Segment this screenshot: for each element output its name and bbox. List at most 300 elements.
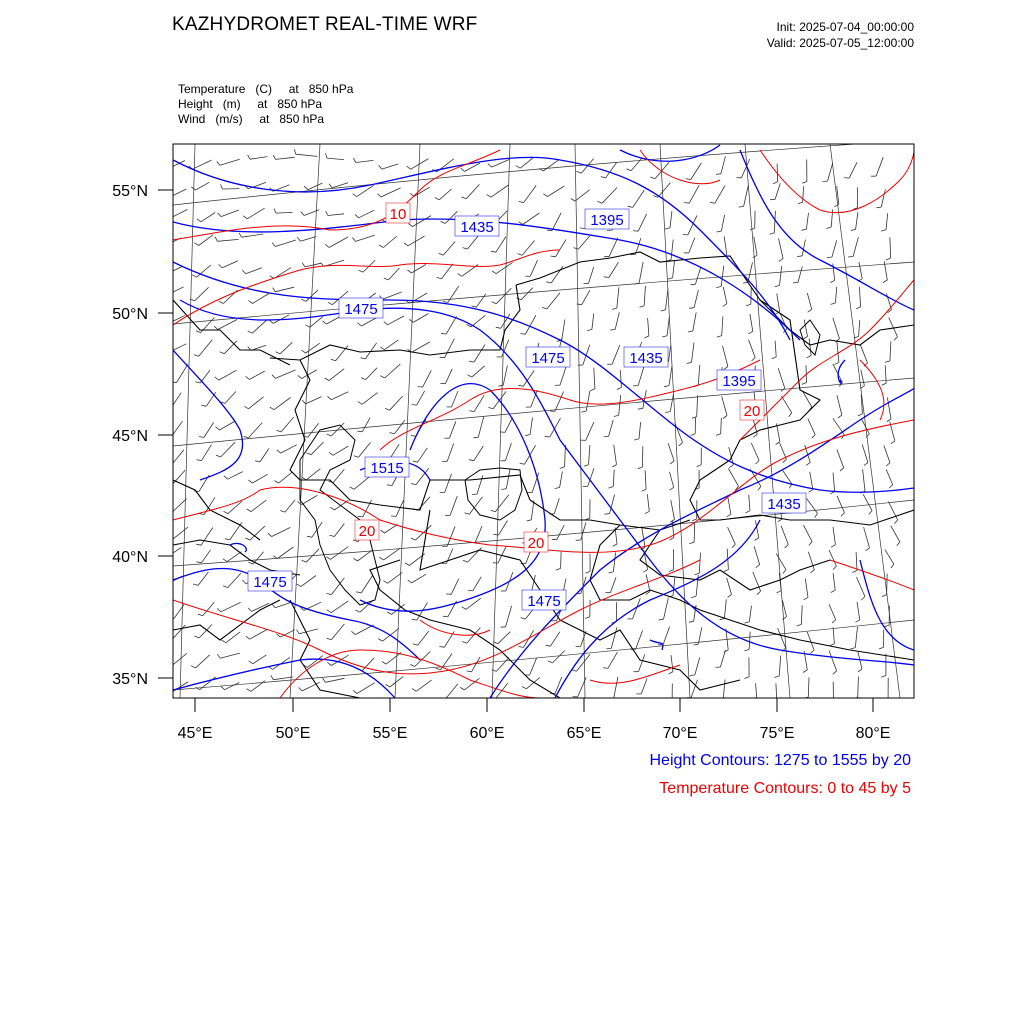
wind-barb-flag (325, 378, 329, 381)
wind-barb-flag (491, 510, 496, 512)
wind-barb-flag (775, 285, 780, 286)
wind-barb-flag (271, 675, 273, 679)
wind-barb-flag (897, 542, 900, 546)
wind-barb-flag (689, 542, 694, 544)
wind-barb-flag (752, 358, 756, 361)
wind-barb-flag (409, 224, 413, 227)
wind-barb-flag (166, 165, 170, 168)
wind-barb-flag (729, 465, 733, 468)
wind-barb-flag (440, 357, 445, 358)
wind-barb-flag (435, 198, 439, 200)
wind-barb-flag (614, 415, 619, 416)
wind-barb-flag (571, 199, 575, 202)
wind-barb-flag (856, 307, 861, 309)
wind-barb-flag (501, 489, 506, 490)
wind-barb (334, 524, 344, 537)
wind-barb-flag (437, 277, 442, 278)
wind-barb (611, 627, 617, 648)
wind-barb-flag (720, 619, 725, 620)
wind-barb (356, 235, 375, 241)
wind-barb (829, 550, 836, 566)
wind-barb (473, 577, 481, 591)
height-label: 1435 (629, 350, 663, 367)
wind-barb-flag (667, 704, 672, 706)
wind-barb-flag (411, 538, 416, 540)
wind-barb-flag (745, 622, 750, 623)
wind-barb (781, 526, 788, 545)
wind-barb (728, 498, 731, 514)
wind-barb-flag (758, 486, 761, 490)
wind-barb-flag (756, 565, 760, 568)
wind-barb-flag (772, 357, 777, 359)
wind-barb (451, 579, 459, 595)
wind-barb (561, 552, 562, 569)
wind-barb (778, 368, 785, 388)
wind-barb (224, 341, 237, 354)
wind-barb (645, 470, 646, 489)
wind-barb (276, 157, 295, 159)
wind-barb (530, 260, 537, 276)
wind-barb (556, 239, 567, 256)
wind-barb-flag (272, 604, 275, 608)
wind-barb (220, 653, 240, 658)
wind-barb (581, 631, 587, 646)
wind-barb-flag (577, 171, 582, 173)
wind-barb (219, 421, 235, 430)
wind-barb-flag (168, 663, 172, 665)
wind-barb-flag (606, 648, 611, 649)
wind-barb (505, 443, 511, 461)
wind-barb (221, 602, 241, 611)
wind-barb (273, 677, 293, 680)
wind-barb (582, 290, 590, 304)
wind-barb-flag (199, 437, 204, 438)
wind-barb (252, 319, 267, 333)
wind-barb-flag (198, 614, 203, 616)
wind-barb (639, 654, 645, 671)
wind-barb-flag (574, 248, 579, 250)
wind-barb (750, 314, 753, 331)
wind-barb (608, 652, 618, 668)
wind-barb (589, 267, 594, 283)
wind-barb (671, 655, 673, 672)
wind-barb (643, 390, 647, 408)
wind-barb-flag (467, 375, 471, 377)
wind-barb (448, 286, 459, 303)
wind-barb-flag (327, 593, 332, 594)
wind-barb-flag (866, 548, 870, 551)
wind-barb-flag (327, 662, 331, 665)
wind-barb-flag (441, 221, 446, 223)
wind-barb-flag (773, 182, 778, 184)
wind-barb-flag (826, 227, 831, 229)
wind-barb-flag (219, 264, 223, 268)
wind-barb (253, 294, 269, 304)
wind-barb (547, 186, 564, 197)
wind-barb (565, 445, 566, 467)
wind-barb (499, 521, 508, 536)
wind-barb (412, 574, 427, 583)
wind-barb (807, 632, 814, 650)
wind-barb-flag (326, 211, 328, 215)
wind-barb (495, 683, 508, 699)
wind-barb-flag (305, 325, 309, 328)
wind-barb-flag (385, 408, 390, 410)
wind-barb-flag (242, 270, 245, 274)
wind-barb (217, 239, 238, 241)
wind-barb-flag (413, 461, 418, 462)
wind-barb-flag (224, 476, 228, 479)
wind-barb (806, 213, 808, 229)
wind-barb (863, 469, 865, 491)
wind-barb (177, 364, 188, 383)
wind-barb-flag (808, 309, 812, 312)
wind-barb-flag (302, 560, 307, 562)
wind-barb-flag (197, 460, 202, 461)
wind-barb-flag (803, 670, 807, 673)
wind-barb (693, 312, 696, 331)
wind-barb-flag (724, 650, 728, 652)
wind-barb-flag (628, 206, 633, 207)
wind-barb-flag (881, 676, 886, 678)
wind-barb-flag (221, 184, 223, 189)
wind-barb (886, 213, 888, 230)
wind-barb-flag (328, 396, 332, 399)
wind-barb (774, 211, 775, 233)
wind-barb-flag (353, 194, 357, 197)
wind-barb (248, 423, 262, 438)
wind-barb (531, 500, 534, 519)
wind-barb-flag (469, 411, 474, 412)
wind-barb-flag (418, 387, 423, 388)
wind-barb (474, 395, 484, 411)
wind-barb-flag (387, 612, 391, 615)
wind-barb (602, 188, 617, 204)
wind-barb-flag (717, 231, 722, 232)
wind-barb-flag (545, 436, 550, 437)
wind-barb-flag (757, 591, 761, 595)
wind-barb (225, 392, 236, 404)
wind-barb (669, 345, 671, 361)
wind-barb (329, 237, 348, 248)
wind-barb-flag (804, 597, 808, 600)
wind-barb-flag (298, 375, 302, 378)
wind-barb-flag (522, 687, 526, 689)
wind-barb (279, 472, 292, 483)
wind-barb-flag (546, 282, 551, 283)
wind-barb-flag (408, 580, 412, 583)
wind-barb (724, 599, 726, 618)
wind-barb (638, 214, 646, 231)
wind-barb (856, 212, 858, 229)
wind-barb-flag (645, 511, 649, 513)
wind-barb (779, 656, 781, 676)
wind-barb-flag (223, 586, 228, 588)
wind-barb (308, 183, 323, 190)
wind-barb-flag (518, 385, 523, 386)
wind-barb-flag (491, 251, 496, 252)
wind-barb-flag (770, 233, 775, 235)
wind-barb-flag (299, 688, 303, 691)
wind-barb-flag (723, 416, 727, 419)
wind-barb-flag (304, 186, 308, 190)
wind-barb (195, 182, 209, 190)
wind-barb (721, 266, 724, 287)
wind-barb-flag (272, 375, 275, 379)
wind-barb-flag (359, 270, 364, 272)
map-frame (173, 144, 914, 698)
wind-barb (721, 418, 722, 434)
wind-barb-flag (163, 242, 167, 245)
wind-barb (560, 365, 567, 385)
wind-barb-flag (851, 229, 856, 230)
wind-barb-flag (382, 662, 386, 665)
wind-barb-flag (161, 582, 165, 585)
wind-barb (385, 364, 401, 378)
wind-barb (663, 627, 670, 645)
wind-barb-flag (218, 213, 221, 217)
wind-barb (362, 418, 370, 432)
wind-barb-flag (688, 331, 693, 332)
wind-barb-flag (384, 278, 389, 280)
wind-barb (506, 606, 512, 627)
wind-barb-flag (809, 490, 813, 493)
wind-barb (671, 500, 675, 519)
wind-barb-flag (193, 584, 198, 585)
wind-barb (586, 391, 590, 411)
wind-barb-flag (215, 237, 217, 242)
wind-barb (648, 318, 649, 336)
wind-barb-flag (172, 382, 177, 383)
wind-barb (199, 625, 212, 639)
wind-barb (228, 472, 243, 480)
wind-barb (389, 268, 400, 280)
wind-barb (201, 528, 213, 546)
wind-barb (249, 371, 264, 380)
wind-barb-flag (783, 459, 787, 463)
wind-barb (691, 163, 702, 180)
lon-label: 80°E (855, 725, 891, 742)
wind-barb-flag (220, 352, 225, 354)
wind-barb-flag (560, 467, 565, 469)
wind-barb-flag (274, 209, 276, 214)
wind-barb-flag (718, 699, 723, 700)
wind-barb-flag (670, 487, 674, 490)
wind-barb-flag (249, 300, 253, 303)
wind-barb-flag (353, 690, 357, 693)
wind-barb-flag (195, 636, 200, 638)
wind-barb (614, 677, 618, 698)
wind-barb-flag (330, 507, 334, 510)
wind-barb-flag (384, 322, 388, 325)
wind-barb-flag (243, 216, 247, 219)
wind-barb (478, 417, 483, 438)
wind-barb-flag (439, 253, 444, 255)
field-wind: Wind (m/s) at 850 hPa (178, 112, 325, 126)
wind-barb (491, 185, 509, 197)
wind-barb-flag (404, 243, 408, 246)
wind-barb-flag (665, 412, 670, 413)
wind-barb (386, 652, 401, 664)
wind-barb-flag (716, 434, 721, 436)
wind-barb-flag (358, 402, 362, 405)
wind-barb (863, 494, 872, 510)
wind-barb-flag (653, 196, 658, 198)
wind-barb (804, 320, 807, 337)
wind-barb (522, 241, 534, 256)
wind-barb-flag (277, 450, 281, 453)
wind-barb-flag (277, 634, 281, 637)
wind-barb (543, 159, 559, 171)
wind-barb-flag (307, 536, 312, 537)
wind-barb-flag (412, 619, 417, 620)
wind-barb (639, 262, 643, 283)
wind-barb-flag (439, 646, 444, 647)
wind-barb-flag (361, 358, 366, 359)
wind-barb-flag (664, 386, 669, 387)
wind-barb (609, 262, 619, 277)
wind-barb (641, 678, 647, 694)
wind-barb-flag (587, 329, 592, 330)
temperature-legend: Temperature Contours: 0 to 45 by 5 (659, 780, 911, 797)
wind-barb (699, 553, 700, 574)
wind-barb (833, 473, 835, 492)
wind-barb (832, 240, 837, 257)
wind-barb (581, 523, 586, 541)
wind-barb-flag (640, 306, 645, 308)
wind-barb-flag (473, 437, 478, 438)
wind-barb-flag (247, 509, 251, 512)
wind-barb (464, 678, 479, 690)
lon-label: 45°E (177, 725, 213, 742)
wind-barb-flag (551, 256, 556, 257)
wind-barb (171, 499, 186, 514)
wind-barb-flag (542, 307, 547, 309)
wind-barb-flag (665, 228, 670, 229)
wind-barb (610, 577, 616, 592)
wind-barb-flag (443, 616, 448, 617)
wind-barb (666, 289, 669, 310)
wind-barb-flag (462, 642, 467, 644)
height-label: 1475 (527, 593, 561, 610)
wind-barb-flag (492, 271, 496, 274)
wind-barb-flag (686, 179, 691, 180)
wind-barb-flag (443, 301, 448, 302)
wind-barb (776, 553, 786, 569)
wind-barb-flag (585, 617, 590, 619)
height-label: 1395 (590, 212, 624, 229)
wind-barb (780, 266, 782, 285)
wind-barb (325, 678, 344, 682)
wind-barb-flag (633, 231, 638, 232)
wind-barb-flag (891, 441, 895, 444)
wind-barb-flag (744, 649, 749, 651)
temperature-contour-labels (355, 203, 764, 552)
wind-barb (554, 498, 559, 514)
wind-barb-flag (462, 607, 466, 610)
wind-barb-flag (756, 461, 760, 465)
wind-barb (228, 573, 241, 588)
wind-barb (631, 158, 642, 171)
wind-barb-flag (326, 557, 330, 560)
wind-barb (754, 237, 757, 256)
wind-barb-flag (301, 212, 304, 216)
wind-barb-flag (556, 568, 561, 570)
wind-barb-flag (812, 435, 816, 439)
wind-barb (296, 154, 318, 156)
wind-barb (199, 235, 213, 246)
wind-barb (642, 526, 645, 547)
wind-barb-flag (518, 254, 523, 256)
wind-barb-flag (885, 625, 890, 627)
wind-barb (506, 469, 510, 489)
wind-barb (219, 370, 237, 380)
wind-barb (250, 157, 267, 160)
wind-barb-flag (244, 406, 248, 409)
wind-barb (170, 682, 189, 694)
wind-barb-flag (492, 670, 497, 672)
wind-barb-flag (411, 435, 416, 436)
wind-barb-flag (165, 291, 169, 294)
wind-barb-flag (755, 538, 759, 541)
wind-barb (837, 395, 842, 415)
wind-barb (727, 578, 732, 595)
wind-barb (383, 292, 402, 299)
wind-barb (201, 213, 215, 222)
wind-barb-flag (802, 383, 807, 385)
wind-barb-flag (167, 464, 172, 465)
wind-barb-flag (380, 376, 384, 378)
wind-barb (445, 474, 452, 493)
wind-barb (777, 294, 780, 312)
wind-barb (859, 287, 860, 307)
wind-barb-flag (350, 487, 354, 489)
wind-barb-flag (838, 415, 842, 418)
wind-barb (301, 576, 316, 587)
wind-barb-flag (887, 419, 891, 422)
wind-barb-flag (352, 238, 355, 242)
wind-barb-flag (749, 331, 753, 334)
wind-barb-flag (390, 433, 395, 434)
height-contours (173, 145, 914, 698)
wind-barb (749, 606, 751, 622)
wind-barb (272, 527, 291, 536)
wind-barb-flag (806, 462, 810, 465)
wind-barb-flag (858, 414, 863, 416)
wind-barb-flag (612, 465, 616, 467)
wind-barb-flag (246, 636, 250, 639)
wind-barb (748, 262, 753, 282)
wind-barb-flag (217, 161, 220, 165)
wind-barb (472, 366, 485, 377)
wind-barb (394, 420, 404, 434)
wind-barb (520, 158, 533, 168)
wind-barb-flag (642, 489, 647, 491)
wind-barb-flag (692, 519, 697, 521)
wind-barb-flag (841, 513, 845, 517)
wind-barb (612, 345, 620, 364)
wind-barb-flag (543, 194, 547, 197)
wind-barb (474, 345, 485, 363)
wind-barb-flag (643, 570, 647, 573)
wind-barb-flag (353, 558, 357, 561)
wind-barb-flag (441, 333, 446, 334)
wind-barb (467, 235, 478, 249)
wind-barb (615, 312, 619, 329)
wind-barb-flag (355, 214, 359, 218)
wind-barb (247, 208, 264, 219)
wind-barb (609, 238, 618, 257)
